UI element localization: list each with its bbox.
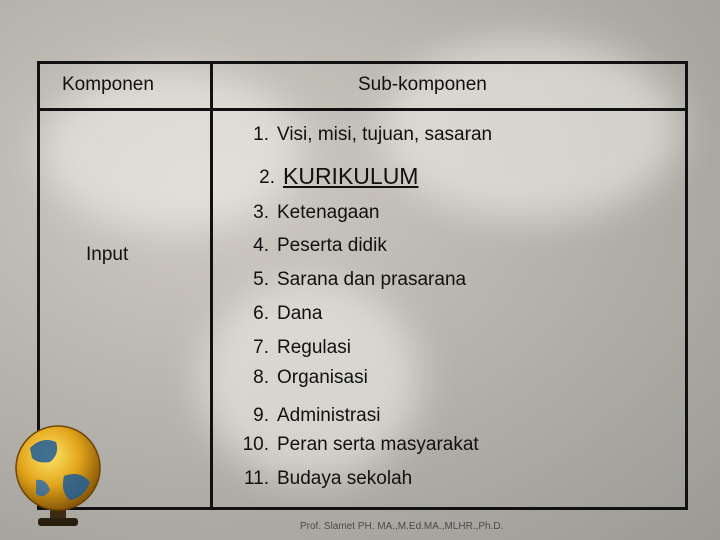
item-number: 9. bbox=[253, 405, 269, 426]
header-sub-komponen: Sub-komponen bbox=[358, 74, 487, 95]
list-item bbox=[253, 337, 351, 359]
item-number: 11. bbox=[243, 468, 269, 489]
item-text: Dana bbox=[277, 303, 323, 324]
list-item bbox=[253, 202, 380, 224]
item-text: Peserta didik bbox=[277, 235, 387, 256]
item-text: Organisasi bbox=[277, 367, 368, 388]
header-divider bbox=[40, 108, 685, 111]
item-text: Ketenagaan bbox=[277, 202, 380, 223]
list-item bbox=[253, 235, 387, 257]
list-item bbox=[253, 367, 368, 389]
item-number: 10. bbox=[242, 434, 269, 455]
footer-author: Prof. Slamet PH. MA.,M.Ed.MA.,MLHR.,Ph.D. bbox=[300, 521, 504, 532]
row-label-input: Input bbox=[86, 244, 129, 265]
item-text: KURIKULUM bbox=[283, 163, 419, 189]
list-item bbox=[253, 124, 493, 146]
list-item bbox=[253, 269, 467, 291]
header-komponen: Komponen bbox=[62, 74, 154, 95]
item-text: Regulasi bbox=[277, 337, 351, 358]
item-text: Budaya sekolah bbox=[277, 468, 413, 489]
list-item bbox=[253, 405, 381, 427]
list-item bbox=[259, 163, 419, 190]
list-item bbox=[253, 303, 323, 325]
item-text: Visi, misi, tujuan, sasaran bbox=[277, 124, 493, 145]
item-text: Administrasi bbox=[277, 405, 381, 426]
item-text: Peran serta masyarakat bbox=[277, 434, 479, 455]
item-number: 2. bbox=[259, 167, 275, 188]
item-number: 6. bbox=[253, 303, 269, 324]
list-item bbox=[243, 468, 413, 490]
item-number: 3. bbox=[253, 202, 269, 223]
components-table bbox=[37, 61, 688, 510]
globe-icon bbox=[10, 418, 106, 528]
item-number: 7. bbox=[253, 337, 269, 358]
list-item bbox=[242, 434, 479, 456]
item-number: 1. bbox=[253, 124, 269, 145]
item-number: 4. bbox=[253, 235, 269, 256]
item-number: 5. bbox=[253, 269, 269, 290]
item-text: Sarana dan prasarana bbox=[277, 269, 467, 290]
item-number: 8. bbox=[253, 367, 269, 388]
column-divider bbox=[210, 64, 213, 507]
